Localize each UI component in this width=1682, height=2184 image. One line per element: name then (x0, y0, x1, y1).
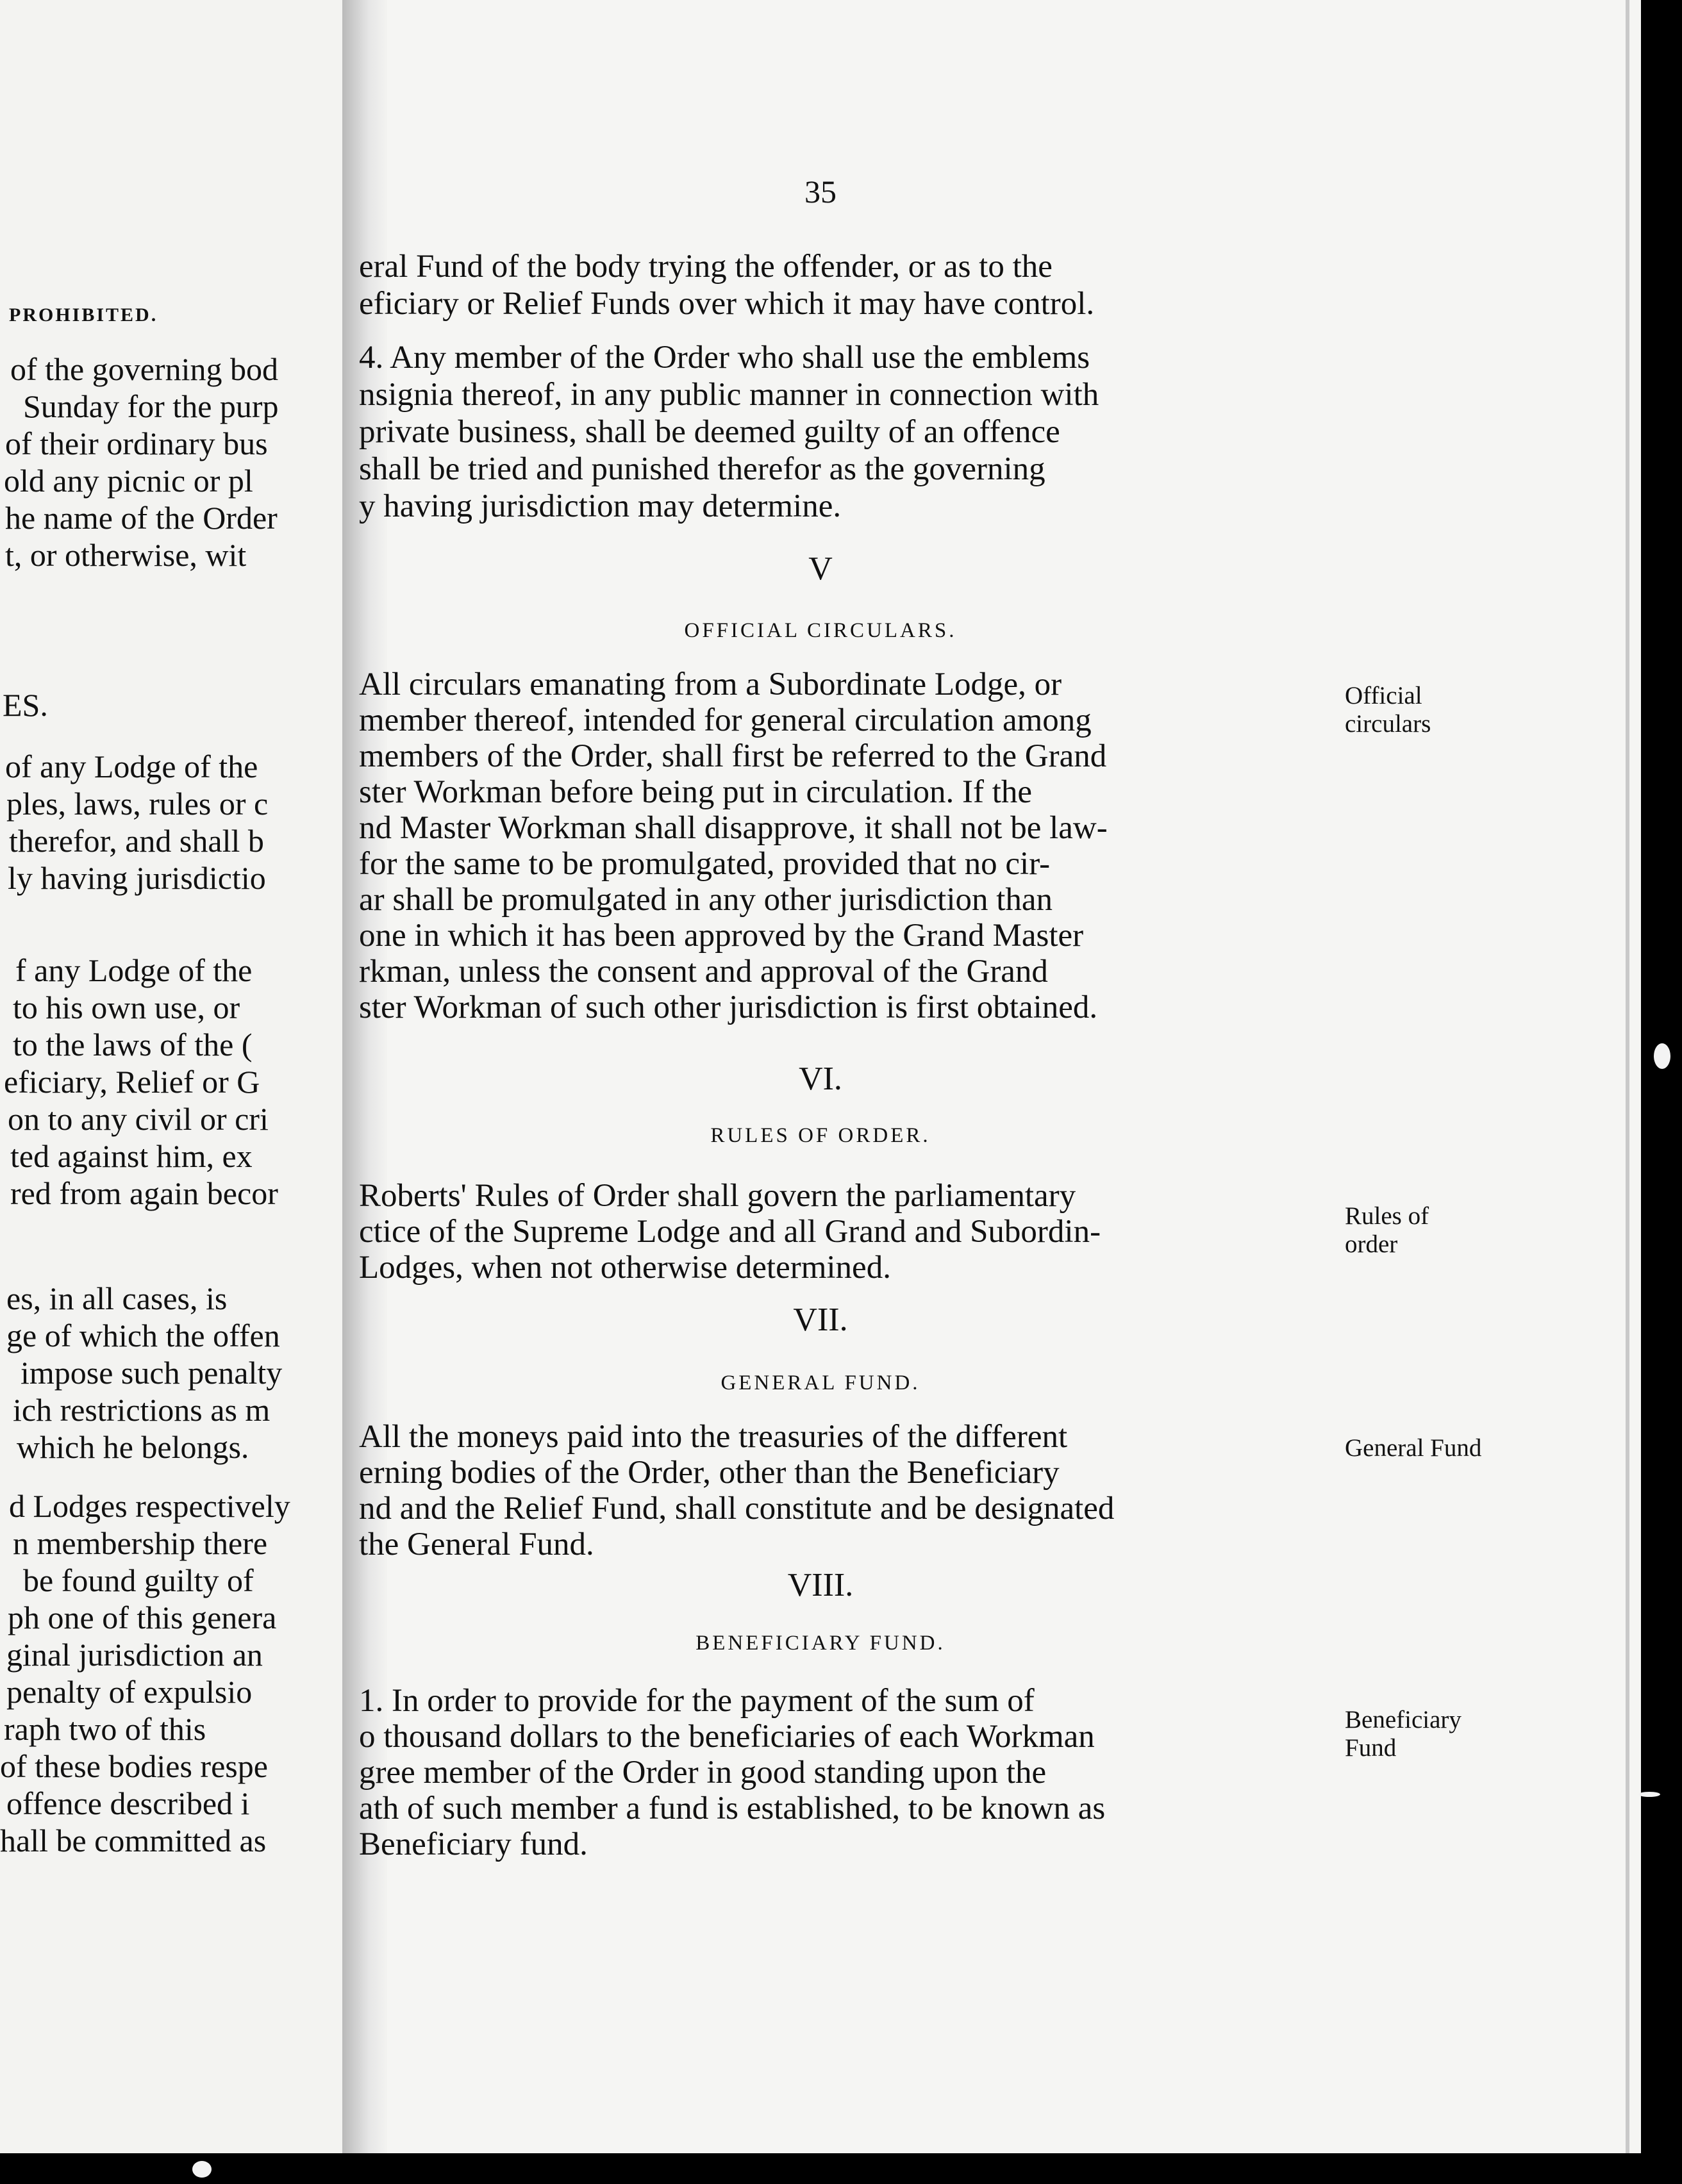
section-heading-rules-of-order: RULES OF ORDER. (710, 1124, 931, 1147)
left-line: to the laws of the ( (13, 1027, 253, 1063)
left-line: therefor, and shall b (9, 823, 264, 859)
scan-speck (1654, 1043, 1670, 1069)
left-line: ginal jurisdiction an (6, 1637, 263, 1673)
text-line: shall be tried and punished therefor as the governing (359, 451, 1045, 487)
left-heading-prohibited: PROHIBITED. (9, 304, 158, 326)
left-line: raph two of this (4, 1711, 206, 1747)
text-line: nd and the Relief Fund, shall constitute and be designated (359, 1491, 1115, 1526)
left-line: ph one of this genera (8, 1600, 277, 1635)
left-line: old any picnic or pl (4, 463, 253, 499)
margin-note-line: order (1345, 1230, 1398, 1258)
margin-note-beneficiary-fund (1345, 1706, 1461, 1762)
text-line: one in which it has been approved by the Grand Master (359, 918, 1084, 954)
left-line: of their ordinary bus (5, 426, 268, 461)
margin-note-official-circulars (1345, 682, 1431, 738)
text-line: rkman, unless the consent and approval of the Grand (359, 954, 1048, 989)
text-line: ar shall be promulgated in any other jurisdiction than (359, 882, 1053, 918)
left-line: ted against him, ex (10, 1138, 253, 1174)
section-numeral-v: V (808, 550, 833, 587)
left-line: of the governing bod (10, 351, 278, 387)
section-heading-general-fund: GENERAL FUND. (720, 1371, 920, 1394)
left-line: eficiary, Relief or G (4, 1064, 260, 1100)
text-line: y having jurisdiction may determine. (359, 488, 842, 524)
left-line: t, or otherwise, wit (5, 537, 247, 573)
left-line: offence described i (6, 1785, 250, 1821)
text-line: ctice of the Supreme Lodge and all Grand and Subordin- (359, 1214, 1101, 1250)
left-line: ge of which the offen (6, 1318, 280, 1353)
margin-note-line: General Fund (1345, 1434, 1482, 1462)
left-line: ly having jurisdictio (8, 860, 266, 896)
text-line: nsignia thereof, in any public manner in connection with (359, 377, 1099, 413)
left-line: he name of the Order (5, 500, 278, 536)
left-line: which he belongs. (17, 1429, 249, 1465)
left-line: to his own use, or (13, 989, 240, 1025)
left-line: es, in all cases, is (6, 1280, 228, 1316)
text-line: the General Fund. (359, 1526, 594, 1562)
left-line: d Lodges respectively (9, 1488, 290, 1524)
section-numeral-vi: VI. (799, 1061, 842, 1097)
left-line: penalty of expulsio (6, 1674, 253, 1710)
margin-note-line: Fund (1345, 1734, 1397, 1762)
section-numeral-vii: VII. (793, 1302, 848, 1338)
left-line: on to any civil or cri (8, 1101, 269, 1137)
text-line: Roberts' Rules of Order shall govern the parliamentary (359, 1178, 1076, 1214)
text-line: 1. In order to provide for the payment of the sum of (359, 1683, 1035, 1719)
text-line: eficiary or Relief Funds over which it may have control. (359, 286, 1095, 322)
margin-note-line: Rules of (1345, 1202, 1429, 1230)
section-heading-beneficiary-fund: BENEFICIARY FUND. (695, 1632, 945, 1655)
text-line: ster Workman of such other jurisdiction is first obtained. (359, 989, 1098, 1025)
scan-speck (1638, 1792, 1660, 1797)
left-line: impose such penalty (21, 1355, 283, 1391)
text-line: gree member of the Order in good standing upon the (359, 1755, 1047, 1791)
text-line: nd Master Workman shall disapprove, it shall not be law- (359, 810, 1108, 846)
text-line: 4. Any member of the Order who shall use the emblems (359, 340, 1090, 376)
left-line: ples, laws, rules or c (6, 786, 269, 822)
margin-note-rules-of-order (1345, 1202, 1429, 1259)
text-line: All the moneys paid into the treasuries of the different (359, 1419, 1068, 1455)
text-line: members of the Order, shall first be referred to the Grand (359, 738, 1107, 774)
text-line: ath of such member a fund is established, to be known as (359, 1791, 1106, 1826)
page-number: 35 (804, 174, 837, 210)
text-line: Beneficiary fund. (359, 1826, 588, 1862)
text-line: erning bodies of the Order, other than the Beneficiary (359, 1455, 1060, 1491)
text-line: ster Workman before being put in circulation. If the (359, 774, 1033, 810)
text-line: o thousand dollars to the beneficiaries of each Workman (359, 1719, 1095, 1755)
left-line: be found guilty of (23, 1562, 254, 1598)
text-line: eral Fund of the body trying the offender, or as to the (359, 249, 1053, 285)
left-line: red from again becor (10, 1175, 278, 1211)
text-line: for the same to be promulgated, provided that no cir- (359, 846, 1051, 882)
left-line: Sunday for the purp (23, 388, 279, 424)
margin-note-line: Beneficiary (1345, 1706, 1461, 1733)
section-numeral-viii: VIII. (787, 1567, 854, 1603)
left-facing-page (0, 0, 342, 2153)
text-line: Lodges, when not otherwise determined. (359, 1250, 891, 1286)
margin-note-line: Official (1345, 682, 1422, 709)
text-line: All circulars emanating from a Subordinate Lodge, or (359, 666, 1062, 702)
left-line: of these bodies respe (0, 1748, 268, 1784)
left-line: n membership there (13, 1525, 268, 1561)
page-edge (1626, 0, 1629, 2153)
left-line: f any Lodge of the (15, 952, 253, 988)
section-heading-official-circulars: OFFICIAL CIRCULARS. (684, 619, 957, 642)
margin-note-general-fund (1345, 1434, 1481, 1462)
left-line: ich restrictions as m (13, 1392, 271, 1428)
scan-speck (192, 2161, 212, 2178)
text-line: private business, shall be deemed guilty of an offence (359, 414, 1060, 450)
margin-note-line: circulars (1345, 710, 1431, 738)
left-line: of any Lodge of the (5, 749, 258, 784)
text-line: member thereof, intended for general circulation among (359, 702, 1092, 738)
left-line: hall be committed as (0, 1823, 267, 1858)
left-heading-es: ES. (3, 687, 48, 723)
